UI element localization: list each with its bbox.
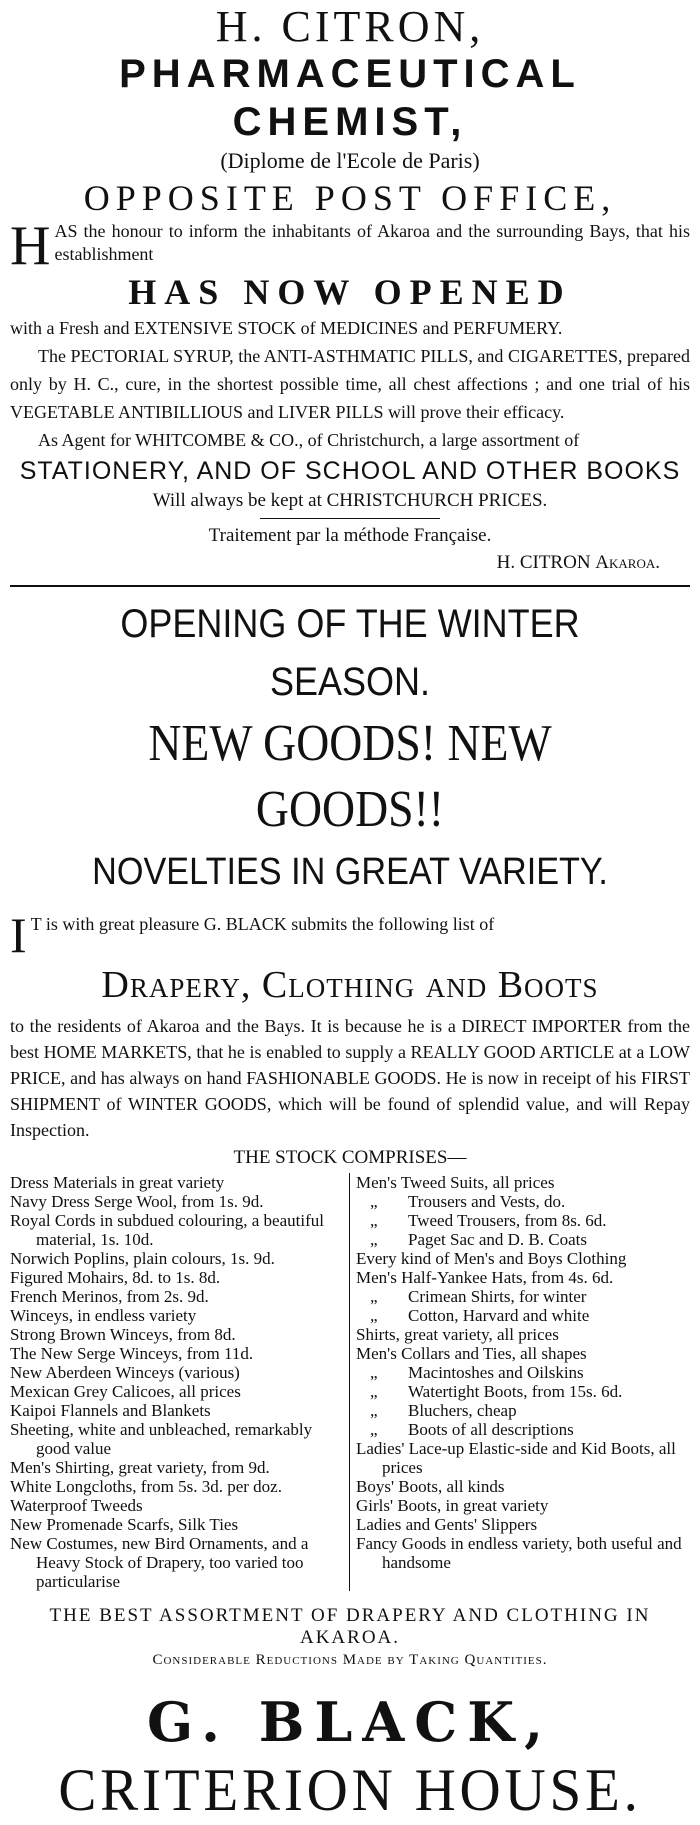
list-item: „ Boots of all descriptions (356, 1420, 690, 1439)
list-item: Fancy Goods in endless variety, both useful and handsome (356, 1534, 682, 1572)
list-item: Every kind of Men's and Boys Clothing (356, 1249, 627, 1268)
list-item: „ Tweed Trousers, from 8s. 6d. (356, 1211, 690, 1230)
reductions-line: Considerable Reductions Made by Taking Quantities. (152, 1652, 548, 1668)
list-item: „ Cotton, Harvard and white (356, 1306, 690, 1325)
list-item: Men's Shirting, great variety, from 9d. (10, 1458, 270, 1477)
proprietor-name: G. BLACK, (146, 1690, 553, 1754)
list-item: „ Paget Sac and D. B. Coats (356, 1230, 690, 1249)
stationery-heading: STATIONERY, AND OF SCHOOL AND OTHER BOOKS (19, 457, 681, 485)
list-item: Shirts, great variety, all prices (356, 1325, 559, 1344)
advert-business-title: PHARMACEUTICAL CHEMIST, (119, 52, 581, 144)
list-item: Men's Half-Yankee Hats, from 4s. 6d. (356, 1268, 614, 1287)
agent-line: As Agent for WHITCOMBE & CO., of Christchurch, a large assortment of (38, 430, 580, 450)
list-item: Winceys, in endless variety (10, 1306, 197, 1325)
advert-proprietor-name: H. CITRON, (215, 2, 485, 51)
list-item: White Longcloths, from 5s. 3d. per doz. (10, 1477, 282, 1496)
stock-line: with a Fresh and EXTENSIVE STOCK of MEDICINES and PERFUMERY. (10, 318, 563, 338)
list-item: Royal Cords in subdued colouring, a beautiful material, 1s. 10d. (10, 1211, 324, 1249)
list-item: Sheeting, white and unbleached, remarkably good value (10, 1420, 313, 1458)
signature-name: H. CITRON (496, 552, 591, 573)
list-item: Norwich Poplins, plain colours, 1s. 9d. (10, 1249, 275, 1268)
best-assortment-line: THE BEST ASSORTMENT OF DRAPERY AND CLOTHING IN AKAROA. (49, 1605, 651, 1648)
list-item: Mexican Grey Calicoes, all prices (10, 1382, 241, 1401)
stock-list (10, 1173, 690, 1591)
stock-list-left (10, 1173, 350, 1591)
stock-list-right (350, 1173, 690, 1591)
newspaper-page (0, 2, 700, 1823)
list-item: Men's Collars and Ties, all shapes (356, 1344, 587, 1363)
short-divider (260, 518, 440, 519)
diploma-line: (Diplome de l'Ecole de Paris) (220, 148, 480, 173)
list-item: „ Watertight Boots, from 15s. 6d. (356, 1382, 690, 1401)
signature (10, 549, 690, 577)
list-item: „ Macintoshes and Oilskins (356, 1363, 690, 1382)
new-goods-heading: NEW GOODS! NEW GOODS!! (148, 715, 552, 838)
list-item: „ Bluchers, cheap (356, 1401, 690, 1420)
list-item: Strong Brown Winceys, from 8d. (10, 1325, 236, 1344)
residents-paragraph: to the residents of Akaroa and the Bays. It is because he is a DIRECT IMPORTER from the best HOME MARKETS, that he is enabled to supply a REALLY GOOD ARTICLE at a LOW PRICE, and has always on hand FASHIONABLE GOODS. He is now in receipt of his FIRST SHIPMENT of WINTER GOODS, which will be found of splendid value, and will Repay Inspection. (10, 1016, 690, 1140)
list-item: New Promenade Scarfs, Silk Ties (10, 1515, 239, 1534)
list-item: Figured Mohairs, 8d. to 1s. 8d. (10, 1268, 221, 1287)
list-item: French Merinos, from 2s. 9d. (10, 1287, 209, 1306)
list-item: „ Trousers and Vests, do. (356, 1192, 690, 1211)
list-item: Men's Tweed Suits, all prices (356, 1173, 555, 1192)
list-item: The New Serge Winceys, from 11d. (10, 1344, 254, 1363)
house-name: CRITERION HOUSE. (58, 1757, 642, 1823)
list-item: Ladies' Lace-up Elastic-side and Kid Boots, all prices (356, 1439, 676, 1477)
intro-text: AS the honour to inform the inhabitants of Akaroa and the surrounding Bays, that his establishment (54, 221, 690, 264)
list-item: Kaipoi Flannels and Blankets (10, 1401, 211, 1420)
drop-cap: I (10, 907, 27, 963)
opened-heading: HAS NOW OPENED (128, 272, 572, 312)
citron-advert (10, 4, 690, 577)
novelties-heading: NOVELTIES IN GREAT VARIETY. (92, 851, 608, 893)
traitement-line: Traitement par la méthode Française. (208, 525, 492, 546)
stock-comprises-heading: THE STOCK COMPRISES— (233, 1147, 467, 1168)
season-heading: OPENING OF THE WINTER SEASON. (120, 602, 580, 704)
intro-paragraph (10, 215, 690, 277)
list-item: Girls' Boots, in great variety (356, 1496, 549, 1515)
list-item: Navy Dress Serge Wool, from 1s. 9d. (10, 1192, 264, 1211)
signature-place: Akaroa. (595, 552, 660, 573)
list-item: „ Crimean Shirts, for winter (356, 1287, 690, 1306)
drop-cap: H (10, 215, 51, 277)
list-item: New Costumes, new Bird Ornaments, and a Heavy Stock of Drapery, too varied too particularise (10, 1534, 309, 1591)
prices-line: Will always be kept at CHRISTCHURCH PRICES. (152, 490, 548, 511)
list-item: Dress Materials in great variety (10, 1173, 225, 1192)
intro-text: T is with great pleasure G. BLACK submits the following list of (30, 914, 495, 934)
drapery-heading: Drapery, Clothing and Boots (101, 964, 599, 1006)
intro-paragraph (10, 907, 690, 963)
advert-divider (10, 585, 690, 587)
black-advert (10, 595, 690, 1825)
location-heading: OPPOSITE POST OFFICE, (83, 178, 617, 218)
list-item: Waterproof Tweeds (10, 1496, 143, 1515)
pectoral-paragraph: The PECTORIAL SYRUP, the ANTI-ASTHMATIC PILLS, and CIGARETTES, prepared only by H. C., cure, in the shortest possible time, all chest affections ; and one trial of his VEGETABLE ANTIBILLIOUS and LIVER PILLS will prove their efficacy. (10, 346, 690, 422)
list-item: Boys' Boots, all kinds (356, 1477, 505, 1496)
list-item: New Aberdeen Winceys (various) (10, 1363, 240, 1382)
list-item: Ladies and Gents' Slippers (356, 1515, 538, 1534)
